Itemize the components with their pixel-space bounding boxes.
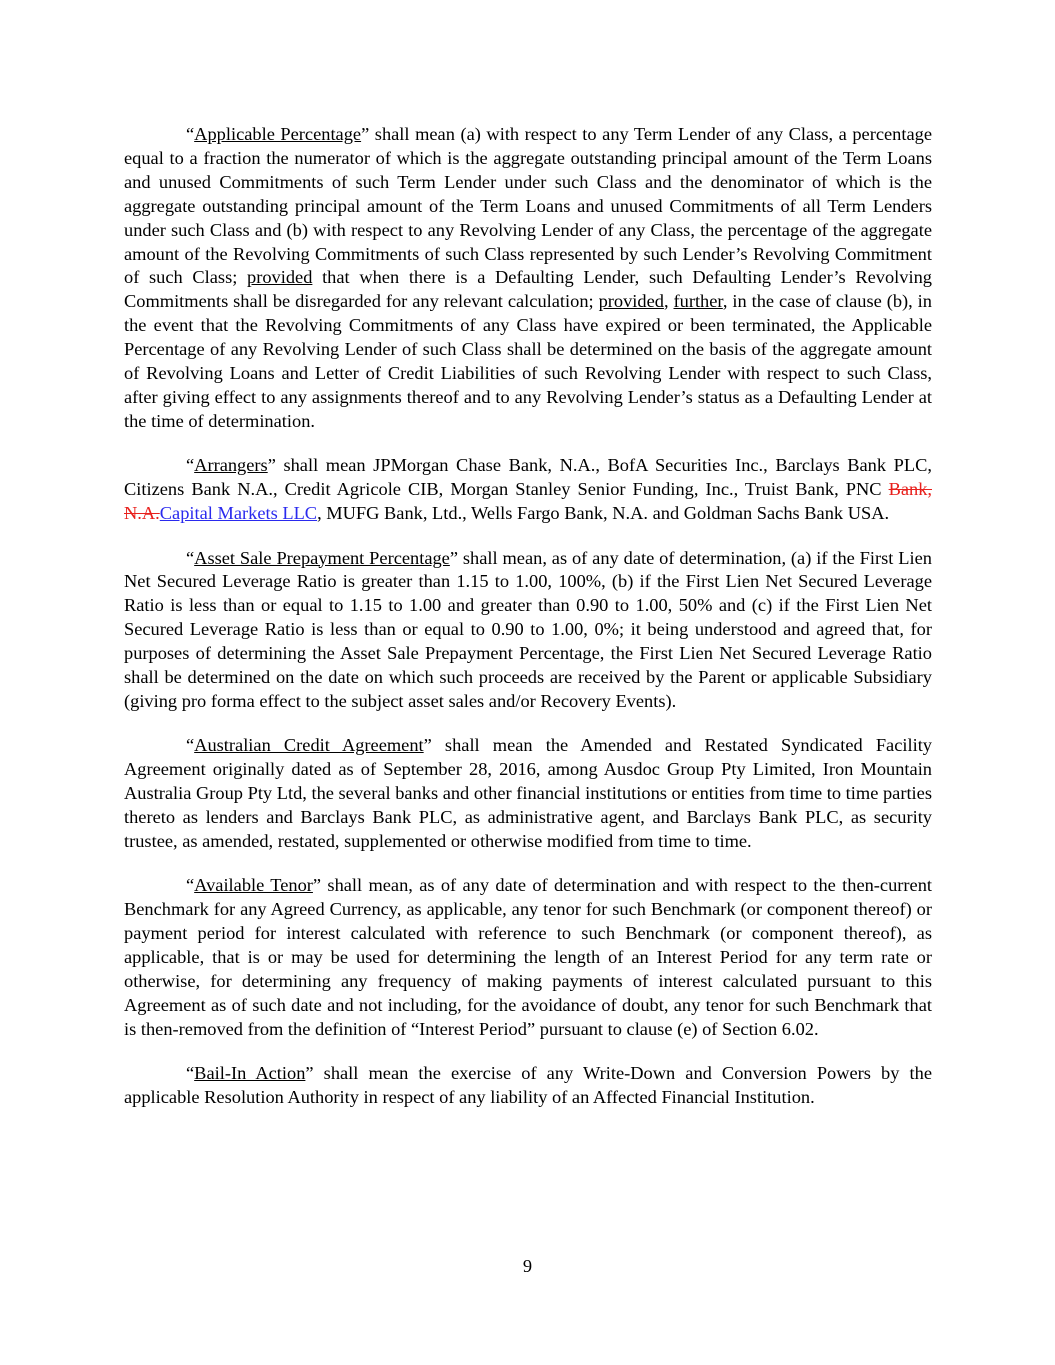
defined-term: Applicable Percentage (194, 124, 362, 144)
further-term: further (673, 291, 723, 312)
definition-available-tenor (124, 874, 932, 1041)
open-quote: “ (186, 547, 195, 568)
definition-text: ” shall mean, as of any date of determination, (a) if the First Lien Net Secured Leverage Ratio is greater than 1.15 to 1.00, 100%, (b) if the First Lien Net Secured Leverage Ratio is less than or equal to 1.15 to 1.00 and greater than 0.90 to 1.00, 50% and (c) if the First Lien Net Secured Leverage Ratio is less than or equal to 0.90 to 1.00, 0%; it being understood and agreed that, for purposes of determining the Asset Sale Prepayment Percentage, the First Lien Net Secured Leverage Ratio shall be determined on the date on which such proceeds are received by the Parent or applicable Subsidiary (giving pro forma effect to the subject asset sales and/or Recovery Events). (124, 547, 932, 711)
open-quote: “ (186, 455, 195, 476)
definition-text: ” shall mean the Amended and Restated Syndicated Facility Agreement originally dated as of September 28, 2016, among Ausdoc Group Pty Limited, Iron Mountain Australia Group Pty Ltd, the several banks and other financial institutions or entities from time to time parties thereto as lenders and Barclays Bank PLC, as administrative agent, and Barclays Bank PLC, as security trustee, as amended, restated, supplemented or otherwise modified from time to time. (124, 735, 933, 851)
definition-text: that when there is a Defaulting Lender, such Defaulting Lender’s Revolving Commitments shall be disregarded for any relevant calculation; (124, 267, 932, 312)
inserted-text: Capital Markets LLC (159, 503, 318, 524)
defined-term: Australian Credit Agreement (194, 735, 424, 756)
document-body (124, 123, 932, 1131)
definition-text: , MUFG Bank, Ltd., Wells Fargo Bank, N.A. and Goldman Sachs Bank USA. (317, 503, 890, 524)
definition-text: ” shall mean JPMorgan Chase Bank, N.A., BofA Securities Inc., Barclays Bank PLC, Citizens Bank N.A., Credit Agricole CIB, Morgan Stanley Senior Funding, Inc., Truist Bank, PNC (124, 455, 932, 500)
definition-australian-credit-agreement (124, 734, 932, 854)
provided-term: provided (598, 291, 664, 312)
page-number: 9 (522, 1256, 533, 1276)
open-quote: “ (186, 1063, 195, 1084)
defined-term: Arrangers (194, 455, 268, 476)
definition-text: , in the case of clause (b), in the event that the Revolving Commitments of any Class have expired or been terminated, the Applicable Percentage of any Revolving Lender of such Class shall be determined on the basis of the aggregate amount of Revolving Loans and Letter of Credit Liabilities of such Revolving Lender with respect to such Class, after giving effect to any assignments thereof and to any Revolving Lender’s status as a Defaulting Lender at the time of determination. (124, 291, 932, 431)
open-quote: “ (186, 735, 195, 756)
definition-asset-sale-prepayment-percentage (124, 547, 932, 714)
open-quote: “ (186, 875, 195, 896)
definition-text: ” shall mean (a) with respect to any Term Lender of any Class, a percentage equal to a fraction the numerator of which is the aggregate outstanding principal amount of the Term Loans and unused Commitments of such Term Lender under such Class and the denominator of which is the aggregate outstanding principal amount of the Term Loans and unused Commitments of all Term Lenders under such Class and (b) with respect to any Revolving Lender of any Class, the percentage of the aggregate amount of the Revolving Commitments of such Class represented by such Lender’s Revolving Commitment of such Class; (124, 124, 932, 288)
definition-arrangers (124, 454, 932, 526)
definition-text: ” shall mean the exercise of any Write-Down and Conversion Powers by the applicable Resolution Authority in respect of any liability of an Affected Financial Institution. (124, 1063, 933, 1108)
open-quote: “ (186, 124, 195, 144)
definition-applicable-percentage (124, 123, 932, 434)
deleted-text: Bank, N.A. (124, 479, 932, 524)
definition-text: ” shall mean, as of any date of determination and with respect to the then-current Benchmark for any Agreed Currency, as applicable, any tenor for such Benchmark (or component thereof) or payment period for interest calculated with reference to such Benchmark (or component thereof), as applicable, that is or may be used for determining the length of an Interest Period for any term rate or otherwise, for determining any frequency of making payments of interest calculated pursuant to this Agreement as of such date and not including, for the avoidance of doubt, any tenor for such Benchmark that is then-removed from the definition of “Interest Period” pursuant to clause (e) of Section 6.02. (124, 875, 933, 1039)
definition-bail-in-action (124, 1062, 932, 1110)
defined-term: Bail-In Action (194, 1063, 306, 1084)
separator-text: , (663, 291, 674, 312)
defined-term: Asset Sale Prepayment Percentage (194, 547, 450, 568)
defined-term: Available Tenor (194, 875, 313, 896)
provided-term: provided (247, 267, 313, 288)
